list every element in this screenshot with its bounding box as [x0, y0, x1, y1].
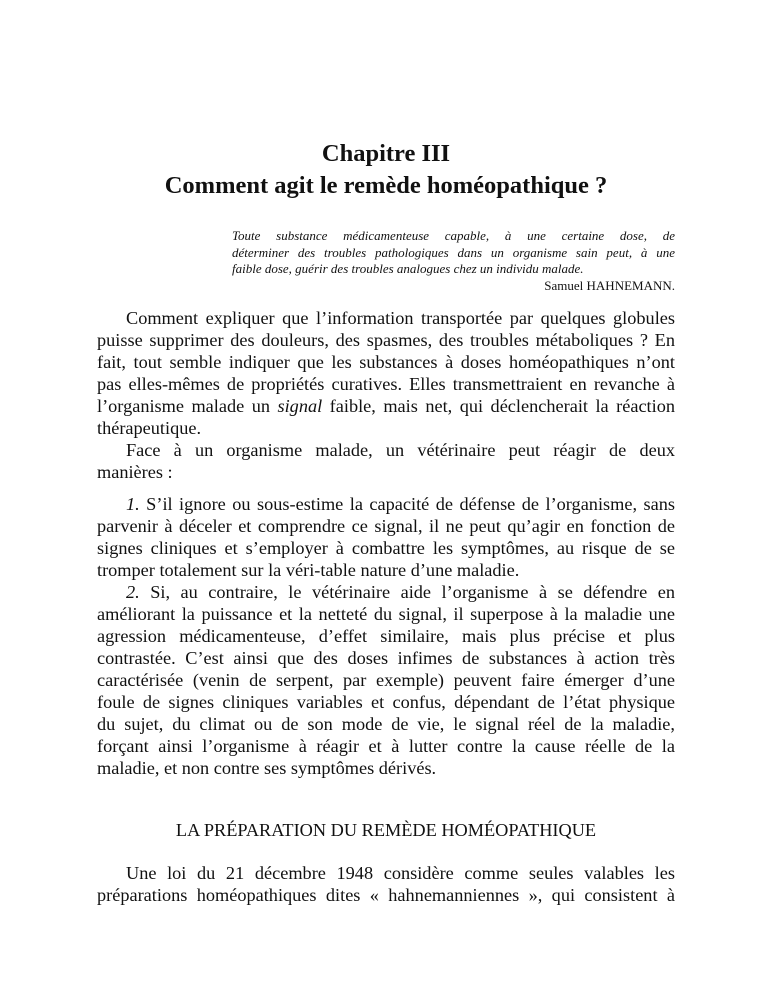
text-line: maladie, et non contre ses symptômes dérivés.	[97, 758, 437, 778]
paragraph-3	[97, 493, 675, 581]
epigraph	[232, 228, 675, 294]
text-line: fait, tout semble indiquer que les substances à doses homéopathiques n’ont	[97, 352, 675, 372]
epigraph-line: faible dose, guérir des troubles analogues chez un individu malade.	[232, 261, 584, 276]
text-line: Comment expliquer que l’information transportée par quelques globules	[126, 308, 675, 328]
text-line: préparations homéopathiques dites « hahnemanniennes », qui consistent à	[97, 885, 675, 905]
list-number: 2.	[126, 582, 140, 602]
text-line: thérapeutique.	[97, 418, 202, 438]
text-line: pas elles-mêmes de propriétés curatives. Elles transmettraient en revanche à	[97, 374, 675, 394]
chapter-title: Comment agit le remède homéopathique ?	[164, 172, 608, 199]
text-line: signes cliniques et s’employer à combattre les symptômes, au risque de se	[97, 538, 675, 558]
text-line: 1. S’il ignore ou sous-estime la capacité de défense de l’organisme, sans	[126, 494, 675, 514]
text-line: Une loi du 21 décembre 1948 considère comme seules valables les	[126, 863, 675, 883]
section-body-text	[97, 862, 675, 906]
paragraph-2	[97, 439, 675, 483]
emphasis-signal: signal	[277, 396, 323, 416]
epigraph-line: déterminer des troubles pathologiques dans un organisme sain peut, à une	[232, 244, 675, 260]
text-line: contrastée. C’est ainsi que des doses infimes de substances à action très	[97, 648, 675, 668]
chapter-number: Chapitre III	[321, 140, 451, 167]
text-line: tromper totalement sur la véri-table nature d’une maladie.	[97, 560, 520, 580]
text-line: puisse supprimer des douleurs, des spasmes, des troubles métaboliques ? En	[97, 330, 675, 350]
text-line: foule de signes cliniques variables et confus, dépendant de l’état physique	[97, 692, 675, 712]
paragraph-1	[97, 307, 675, 439]
text-line: du sujet, du climat ou de son mode de vie, le signal réel de la maladie,	[97, 714, 675, 734]
paragraph-4	[97, 581, 675, 779]
text-line: caractérisée (venin de serpent, par exemple) peuvent faire émerger d’une	[97, 670, 675, 690]
chapter-heading	[0, 138, 772, 202]
text-line: Face à un organisme malade, un vétérinaire peut réagir de deux	[126, 440, 675, 460]
epigraph-line: Toute substance médicamenteuse capable, à une certaine dose, de	[232, 228, 675, 243]
text-line: manières :	[97, 462, 173, 482]
text-line: agression médicamenteuse, d’effet similaire, mais plus précise et plus	[97, 626, 675, 646]
text-line: 2. Si, au contraire, le vétérinaire aide l’organisme à se défendre en	[126, 582, 675, 602]
list-number: 1.	[126, 494, 140, 514]
text-line: améliorant la puissance et la netteté du signal, il superpose à la maladie une	[97, 604, 675, 624]
text-line: l’organisme malade un signal faible, mais net, qui déclencherait la réaction	[97, 396, 675, 416]
body-text	[97, 307, 675, 779]
text-line: parvenir à déceler et comprendre ce signal, il ne peut qu’agir en fonction de	[97, 516, 675, 536]
section-heading: LA PRÉPARATION DU REMÈDE HOMÉOPATHIQUE	[175, 820, 597, 840]
epigraph-author: Samuel HAHNEMANN.	[544, 277, 675, 293]
text-line: forçant ainsi l’organisme à réagir et à lutter contre la cause réelle de la	[97, 736, 675, 756]
